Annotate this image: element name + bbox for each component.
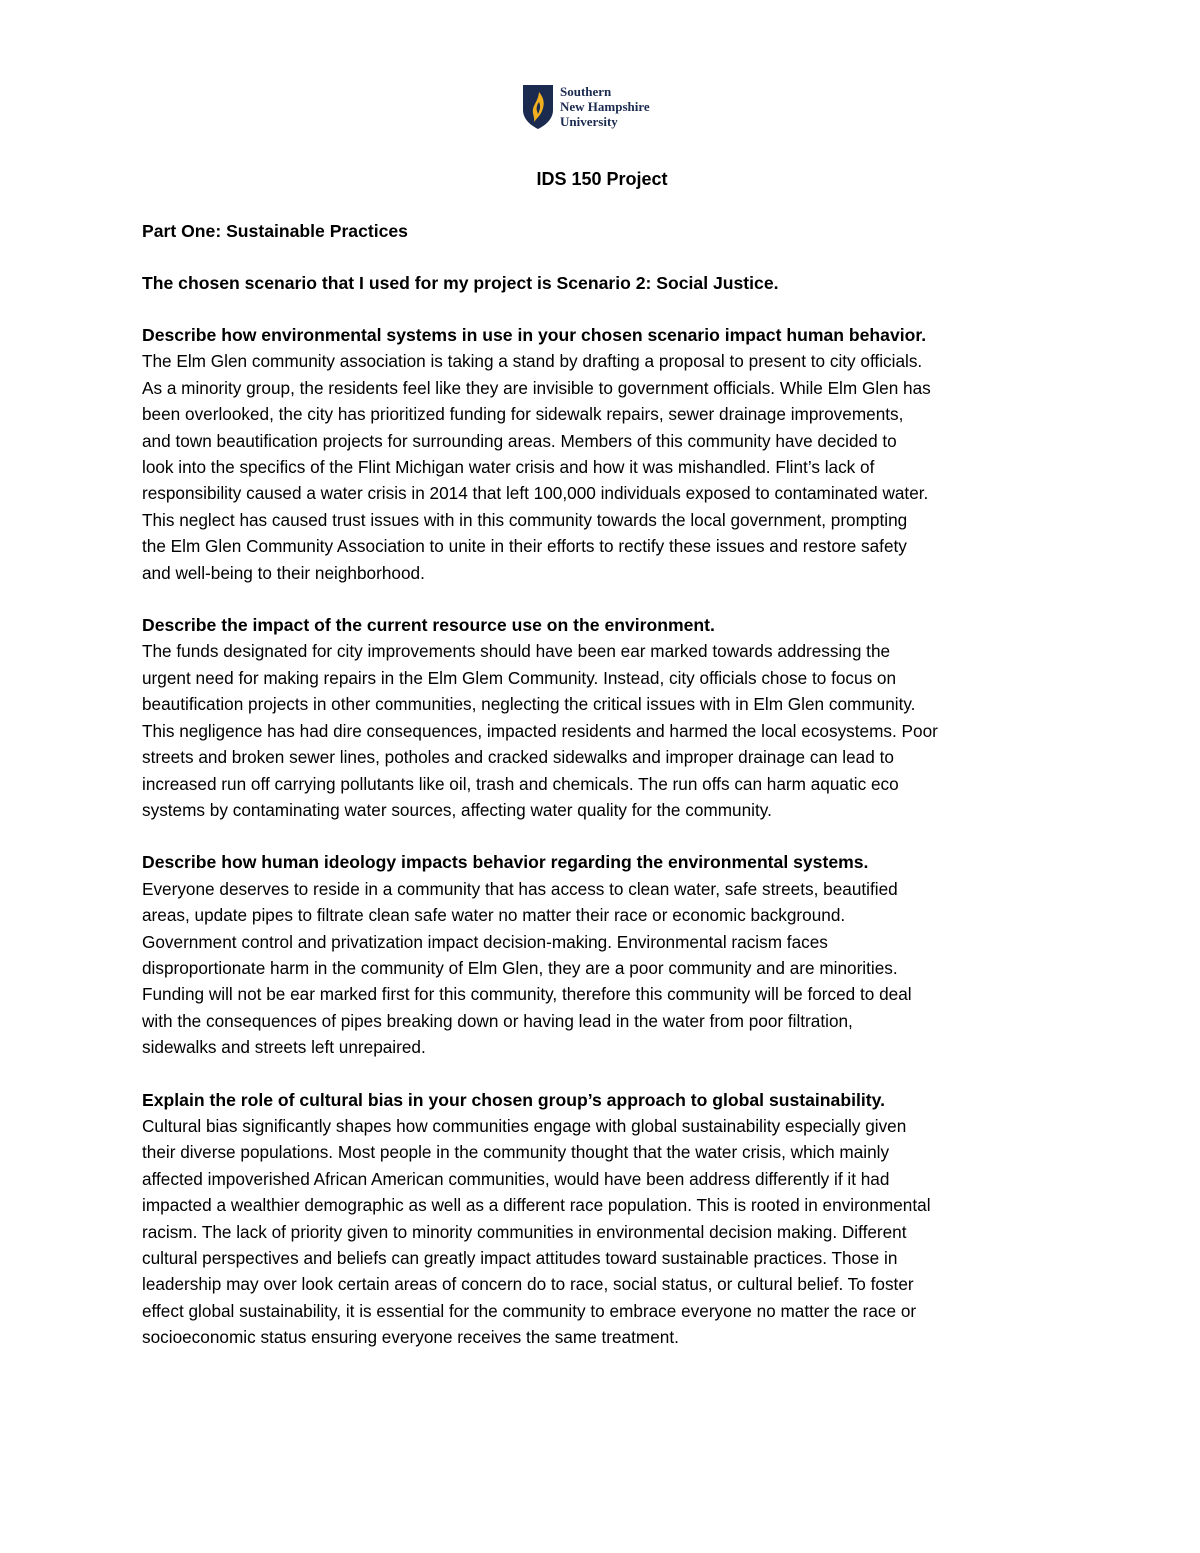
part-heading: Part One: Sustainable Practices bbox=[142, 221, 408, 241]
section-heading: Describe how human ideology impacts behavior regarding the environmental systems. bbox=[142, 852, 869, 873]
section-paragraph: The funds designated for city improvements should have been ear marked towards addressing the urgent need for making repairs in the Elm Glem Community. Instead, city officials chose to focus on beautification projects in other communities, neglecting the critical issues with in Elm Glen community. This negligence has had dire consequences, impacted residents and harmed the local ecosystems. Poor streets and broken sewer lines, potholes and cracked sidewalks and improper drainage can lead to increased run off carrying pollutants like oil, trash and chemicals. The run offs can harm aquatic eco systems by contaminating water sources, affecting water quality for the community. bbox=[142, 641, 938, 820]
section-cultural-bias bbox=[142, 1087, 1062, 1351]
logo-wordmark bbox=[560, 84, 650, 129]
section-paragraph: Cultural bias significantly shapes how communities engage with global sustainability especially given their diverse populations. Most people in the community thought that the water crisis, which mainly affected impoverished African American communities, would have been address differently if it had impacted a wealthier demographic as well as a different race population. This is rooted in environmental racism. The lack of priority given to minority communities in environmental decision making. Different cultural perspectives and beliefs can greatly impact attitudes toward sustainable practices. Those in leadership may over look certain areas of concern do to race, social status, or cultural belief. To foster effect global sustainability, it is essential for the community to embrace everyone no matter the race or socioeconomic status ensuring everyone receives the same treatment. bbox=[142, 1115, 931, 1348]
document-body bbox=[142, 166, 1062, 1377]
section-resource-use bbox=[142, 612, 1062, 823]
university-logo bbox=[522, 84, 692, 134]
section-heading: Explain the role of cultural bias in your chosen group’s approach to global sustainability. bbox=[142, 1089, 885, 1110]
logo-line-3: University bbox=[560, 114, 618, 129]
section-heading: Describe the impact of the current resource use on the environment. bbox=[142, 615, 715, 636]
scenario-statement: The chosen scenario that I used for my project is Scenario 2: Social Justice. bbox=[142, 273, 779, 293]
section-paragraph: Everyone deserves to reside in a community that has access to clean water, safe streets, beautified areas, update pipes to filtrate clean safe water no matter their race or economic background. Government control and privatization impact decision-making. Environmental racism faces disproportionate harm in the community of Elm Glen, they are a poor community and are minorities. Funding will not be ear marked first for this community, therefore this community will be forced to deal with the consequences of pipes breaking down or having lead in the water from poor filtration, sidewalks and streets left unrepaired. bbox=[142, 878, 912, 1058]
logo-line-1: Southern bbox=[560, 84, 612, 99]
section-human-ideology bbox=[142, 849, 1062, 1060]
document-title: IDS 150 Project bbox=[536, 169, 668, 189]
section-heading: Describe how environmental systems in use in your chosen scenario impact human behavior. bbox=[142, 325, 927, 345]
logo-line-2: New Hampshire bbox=[560, 99, 650, 114]
section-environmental-systems bbox=[142, 322, 1062, 586]
shield-flame-icon bbox=[522, 84, 554, 130]
section-paragraph: The Elm Glen community association is taking a stand by drafting a proposal to present to city officials. As a minority group, the residents feel like they are invisible to government officials. While Elm Glen has been overlooked, the city has prioritized funding for sidewalk repairs, sewer drainage improvements, and town beautification projects for surrounding areas. Members of this community have decided to look into the specifics of the Flint Michigan water crisis and how it was mishandled. Flint’s lack of responsibility caused a water crisis in 2014 that left 100,000 individuals exposed to contaminated water. This neglect has caused trust issues with in this community towards the local government, prompting the Elm Glen Community Association to unite in their efforts to rectify these issues and restore safety and well-being to their neighborhood. bbox=[142, 351, 931, 583]
